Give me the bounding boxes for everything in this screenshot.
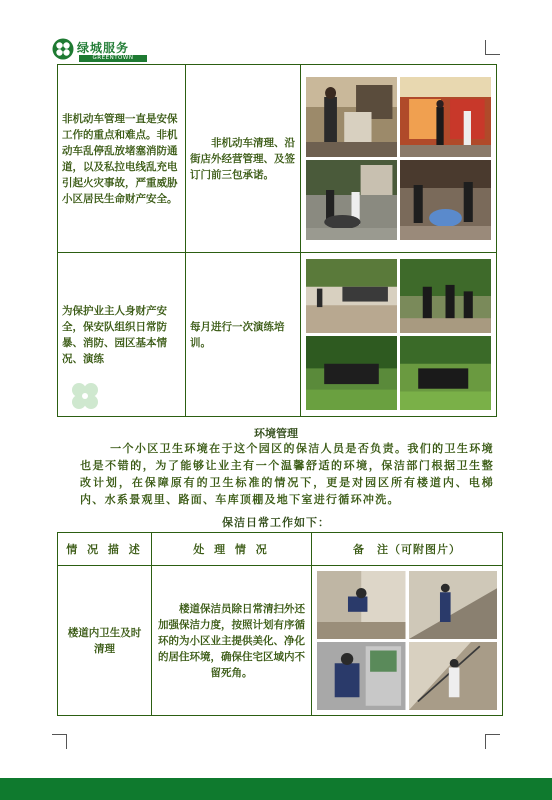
handling-cell — [186, 253, 301, 417]
handling-text: 非机动车清理、沿街店外经营管理、及签订门前三包承诺。 — [190, 136, 295, 181]
header-handling: 处 理 情 况 — [152, 533, 312, 566]
cleaning-table — [57, 532, 503, 716]
photo-restraint-drill — [400, 336, 491, 410]
situation-text: 楼道内卫生及时清理 — [67, 626, 142, 655]
photo-grid — [312, 567, 502, 714]
photo-vehicle-inspection — [306, 77, 397, 157]
environment-paragraph: 一个小区卫生环境在于这个园区的保洁人员是否负责。我们的卫生环境也是不错的，为了能够让业主有一个温馨舒适的环境，保洁部门根据卫生整改计划，在保障原有的卫生标准的情况下，更是对园区所有楼道内、电梯内、水系景观里、路面、车库顶棚及地下室进行循环冲洗。 — [80, 442, 494, 506]
photo-grid — [301, 73, 496, 244]
situation-cell — [58, 65, 186, 253]
brand-name-en: GREENTOWN — [79, 55, 147, 62]
cleaning-subtitle: 保洁日常工作如下： — [222, 516, 330, 529]
photo-cell — [301, 65, 497, 253]
clover-logo-icon — [52, 38, 74, 60]
photo-cell — [312, 566, 503, 716]
photo-team-briefing — [306, 259, 397, 333]
crop-mark-bottom-left — [52, 734, 67, 749]
photo-scooter-check — [400, 160, 491, 240]
table-row — [58, 253, 497, 417]
table-header-row — [58, 533, 503, 566]
table-row — [58, 566, 503, 716]
photo-anti-riot-drill — [400, 259, 491, 333]
photo-elevator-cleaning — [317, 642, 406, 710]
photo-drill-formation — [306, 336, 397, 410]
crop-mark-bottom-right — [485, 734, 500, 749]
photo-storefront-patrol — [400, 77, 491, 157]
photo-ebike-cleanup — [306, 160, 397, 240]
situation-cell — [58, 566, 152, 716]
crop-mark-top-right — [485, 40, 500, 55]
photo-cell — [301, 253, 497, 417]
brand-name-cn: 绿城服务 — [77, 41, 130, 55]
security-table — [57, 64, 497, 417]
handling-text: 楼道保洁员除日常清扫外还加强保洁力度，按照计划有序循环的为小区业主提供美化、净化的居住环境，确保住宅区域内不留死角。 — [158, 602, 305, 679]
header-situation: 情 况 描 述 — [58, 533, 152, 566]
clover-watermark-icon — [67, 378, 103, 414]
photo-stairs-mopping — [409, 571, 498, 639]
header-remarks: 备 注（可附图片） — [312, 533, 503, 566]
photo-stairwell-wiping — [317, 571, 406, 639]
section-title: 环境管理 — [254, 427, 298, 440]
handling-cell — [152, 566, 312, 716]
handling-cell — [186, 65, 301, 253]
handling-text: 每月进行一次演练培训。 — [190, 320, 285, 349]
photo-railing-cleaning — [409, 642, 498, 710]
footer-bar — [0, 778, 552, 800]
situation-text: 为保护业主人身财产安全，保安队组织日常防暴、消防、园区基本情况、演练 — [62, 304, 167, 365]
table-row — [58, 65, 497, 253]
photo-grid — [301, 255, 496, 414]
situation-text: 非机动车管理一直是安保工作的重点和难点。非机动车乱停乱放堵塞消防通道，以及私拉电线乱充电引起火灾事故，严重威胁小区居民生命财产安全。 — [62, 112, 178, 205]
